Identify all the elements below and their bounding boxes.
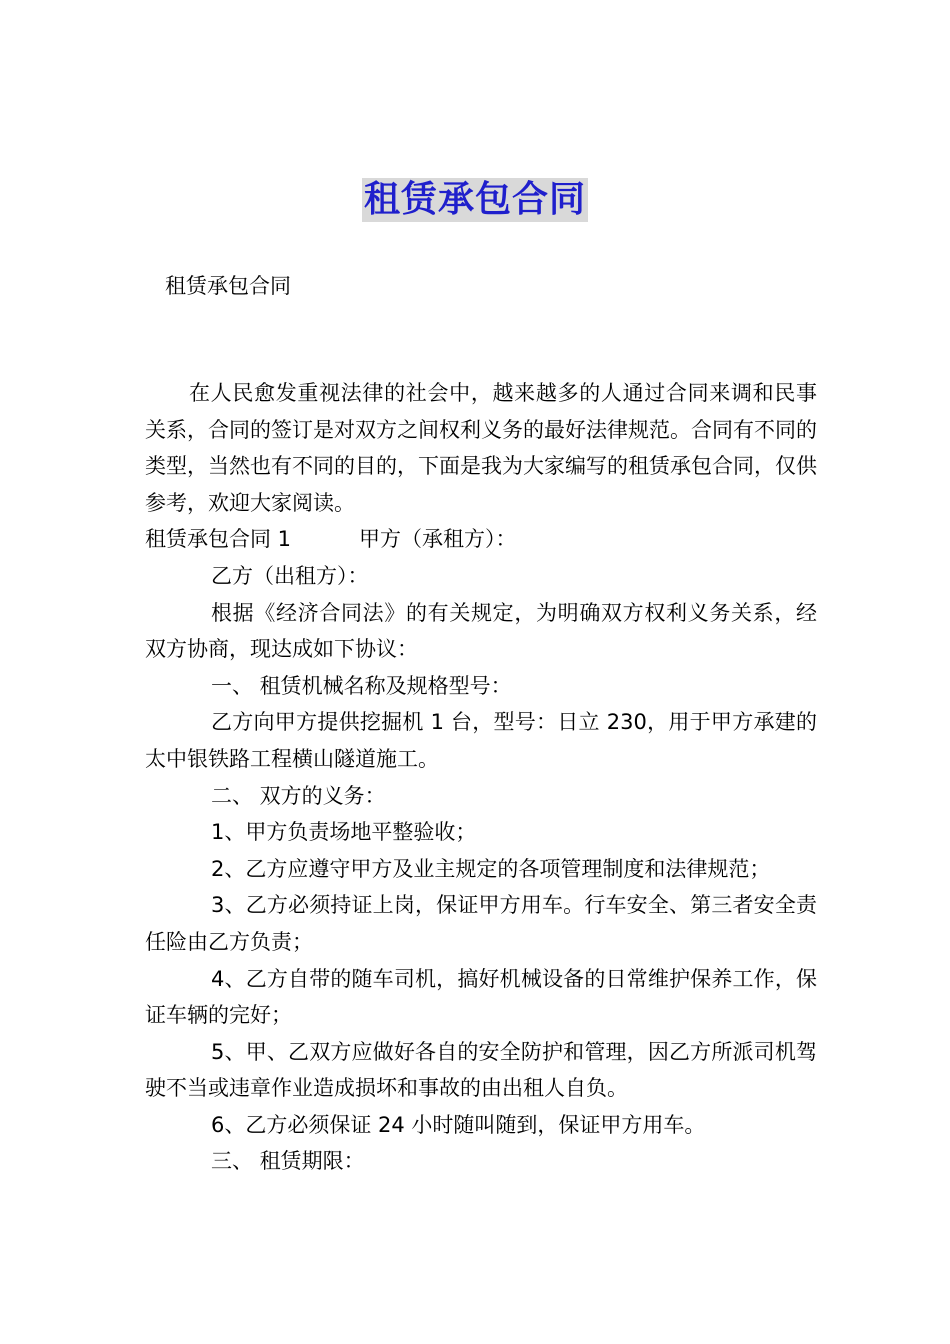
section-1-content: 乙方向甲方提供挖掘机 1 台，型号：日立 230，用于甲方承建的太中银铁路工程横山隧道施工。: [145, 710, 817, 771]
title-container: [0, 178, 950, 222]
party-b-label: 乙方（出租方）：: [211, 563, 369, 588]
document-title: 租赁承包合同: [363, 179, 586, 220]
obligation-item-4: 4、乙方自带的随车司机，搞好机械设备的日常维护保养工作，保证车辆的完好；: [145, 966, 817, 1028]
obligation-item-3: 3、乙方必须持证上岗，保证甲方用车。行车安全、第三者安全责任险由乙方负责；: [145, 893, 817, 954]
obligation-item-6: 6、乙方必须保证 24 小时随叫随到，保证甲方用车。: [211, 1112, 706, 1137]
section-2-heading: 二、 双方的义务：: [211, 783, 386, 808]
preamble-paragraph: 根据《经济合同法》的有关规定，为明确双方权利义务关系，经双方协商，现达成如下协议：: [145, 600, 817, 662]
intro-paragraph: 在人民愈发重视法律的社会中，越来越多的人通过合同来调和民事关系，合同的签订是对双方之间权利义务的最好法律规范。合同有不同的类型，当然也有不同的目的，下面是我为大家编写的租赁承包合同，仅供参考，欢迎大家阅读。: [145, 381, 817, 515]
obligation-item-2: 2、乙方应遵守甲方及业主规定的各项管理制度和法律规范；: [211, 856, 771, 881]
contract-heading-line: [145, 521, 817, 558]
party-a-label: 甲方（承租方）：: [359, 527, 517, 552]
section-1-heading: 一、 租赁机械名称及规格型号：: [211, 673, 512, 698]
contract-number: 租赁承包合同 1: [145, 527, 292, 552]
document-body: [145, 375, 817, 1180]
section-3-heading: 三、 租赁期限：: [211, 1149, 365, 1174]
obligation-item-5: 5、甲、乙双方应做好各自的安全防护和管理，因乙方所派司机驾驶不当或违章作业造成损坏和事故的由出租人自负。: [145, 1039, 817, 1101]
obligation-item-1: 1、甲方负责场地平整验收；: [211, 820, 477, 845]
document-subtitle: 租赁承包合同: [165, 274, 291, 298]
